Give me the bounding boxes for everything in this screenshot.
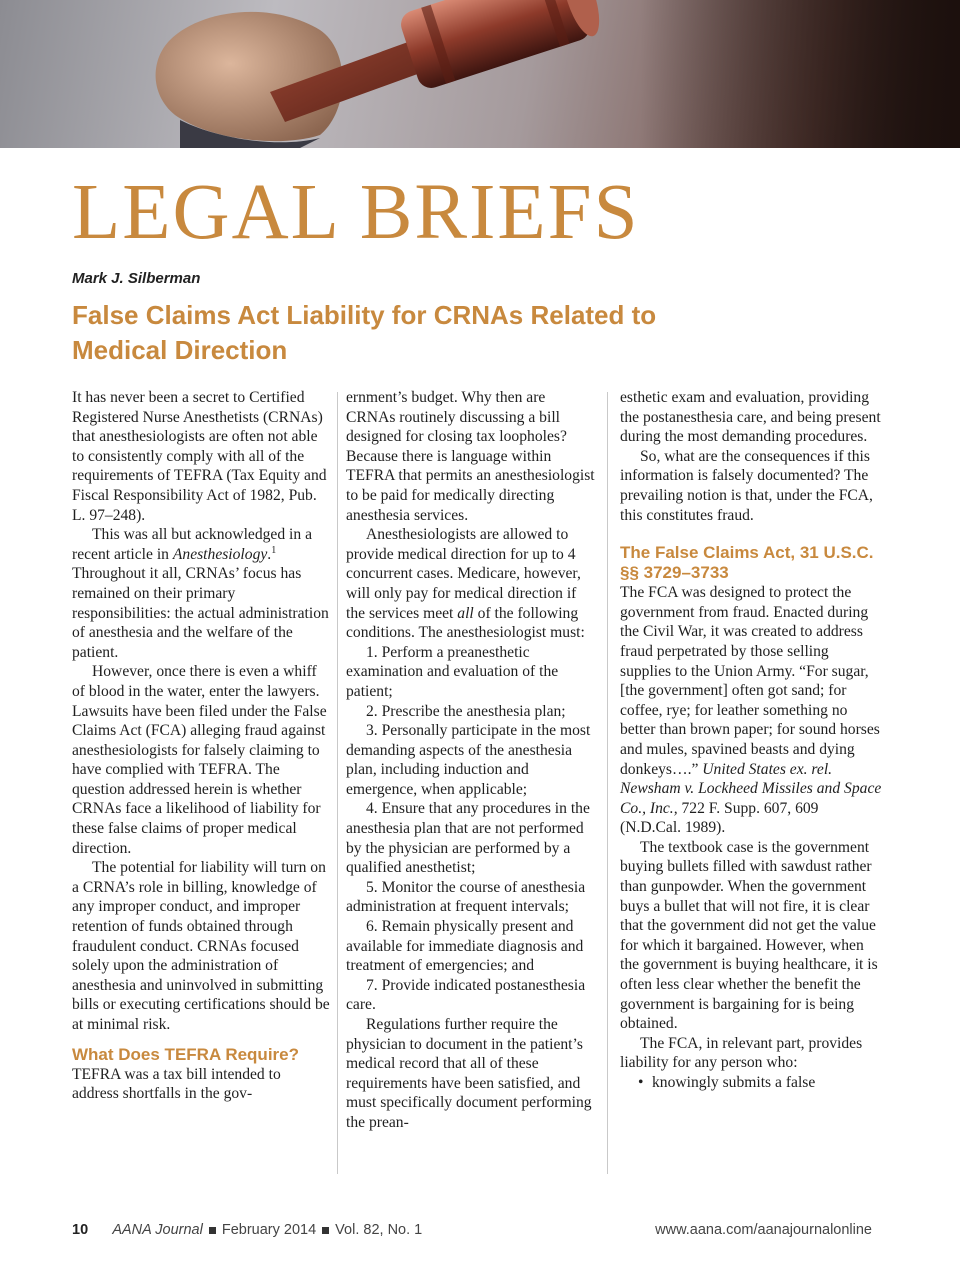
list-item: 7. Provide indicated postanesthesia care. — [346, 976, 586, 1014]
paragraph: This was all but acknowledged in a recent article in Anesthesiology.$^1$ Throughout it all, CRNAs’ focus has remained on their primary responsibilities: the actual administration of anesthesia and the welfare of the patient. — [72, 526, 329, 661]
column-divider — [337, 392, 338, 1174]
page-footer — [72, 1222, 872, 1242]
paragraph-text: of the following conditions. The anesthesiologist must: — [346, 604, 585, 642]
list-item: 5. Monitor the course of anesthesia administration at frequent intervals; — [346, 878, 586, 916]
paragraph-text: The FCA was designed to protect the government from fraud. Enacted during the Civil War, it was created to address fraud perpetrated by those selling supplies to the Union Army. “For sugar, [the government] often got sand; for coffee, rye; for leather something no better than brown paper; for sound horses and mules, spavined beasts and dying donkeys….” — [620, 584, 880, 778]
paragraph-text: Anesthesiologists are allowed to provide medical direction for up to 4 concurrent cases. Medicare, however, will only pay for medical direction if the services meet — [346, 526, 581, 622]
paragraph — [620, 583, 882, 838]
section-title: LEGAL BRIEFS — [72, 169, 640, 256]
column-2 — [346, 388, 598, 1133]
issue-date: February 2014 — [221, 1222, 317, 1238]
footer-left — [72, 1222, 422, 1238]
paragraph-text: 722 F. Supp. 607, 609 (N.D.Cal. 1989). — [620, 799, 819, 837]
list-item: 1. Perform a preanesthetic examination and evaluation of the patient; — [346, 643, 559, 700]
list-item: 2. Prescribe the anesthesia plan; — [366, 702, 566, 720]
journal-name: Anesthesiology — [172, 545, 268, 563]
subheading: What Does TEFRA Require? — [72, 1044, 299, 1064]
paragraph: TEFRA was a tax bill intended to address shortfalls in the gov- — [72, 1065, 281, 1103]
separator-square-icon — [209, 1227, 216, 1234]
article-title: False Claims Act Liability for CRNAs Related to Medical Direction — [72, 300, 657, 365]
author-name: Mark J. Silberman — [72, 270, 201, 287]
subheading: The False Claims Act, 31 U.S.C. §§ 3729–3733 — [620, 543, 874, 583]
column-1 — [72, 388, 330, 1104]
paragraph: So, what are the consequences if this information is falsely documented? The prevailing notion is that, under the FCA, this constitutes fraud. — [620, 447, 873, 524]
volume-number: Vol. 82, No. 1 — [335, 1222, 423, 1238]
bullet-item — [634, 1073, 882, 1093]
footer-url[interactable]: www.aana.com/aanajournalonline — [655, 1222, 872, 1238]
paragraph: The FCA, in relevant part, provides liability for any person who: — [620, 1034, 863, 1072]
column-3 — [620, 388, 882, 1093]
bullet-text: knowingly submits a false — [652, 1074, 816, 1091]
emphasis: all — [457, 604, 474, 622]
list-item: 6. Remain physically present and available for immediate diagnosis and treatment of emergencies; and — [346, 918, 584, 975]
header-photo — [0, 0, 960, 148]
paragraph: The potential for liability will turn on a CRNA’s role in billing, knowledge of any improper conduct, and improper retention of funds obtained through fraudulent conduct. CRNAs focused solely upon the administration of anesthesia and uninvolved in submitting bills or executing certifications should be at minimal risk. — [72, 859, 330, 1033]
paragraph: However, once there is even a whiff of blood in the water, enter the lawyers. Lawsuits have been filed under the False Claims Act (FCA) alleging fraud against anesthesiologists for falsely claiming to have complied with TEFRA. The question addressed herein is whether CRNAs face a likelihood of liability for these false claims of proper medical direction. — [72, 663, 327, 857]
paragraph: Regulations further require the physician to document in the patient’s medical record that all of these requirements have been satisfied, and must specifically document performing the prean- — [346, 1016, 592, 1131]
column-divider — [607, 392, 608, 1174]
paragraph-text: This was all but acknowledged in a recent article in — [72, 526, 312, 563]
paragraph: esthetic exam and evaluation, providing the postanesthesia care, and being present during the most demanding procedures. — [620, 389, 881, 446]
page-number: 10 — [72, 1222, 89, 1238]
paragraph — [346, 525, 598, 643]
journal-title: AANA Journal — [112, 1222, 203, 1238]
paragraph: ernment’s budget. Why then are CRNAs routinely discussing a bill designed for closing tax loopholes? Because there is language within TEFRA that permits an anesthesiologist to be paid for medically directing anesthesia services. — [346, 389, 595, 524]
paragraph: It has never been a secret to Certified Registered Nurse Anesthetists (CRNAs) that anesthesiologists are often not able to consistently comply with all of the requirements of TEFRA (Tax Equity and Fiscal Responsibility Act of 1982, Pub. L. 97–248). — [72, 389, 327, 524]
bullet-icon: • — [638, 1074, 644, 1091]
footnote-reference: 1 — [271, 544, 277, 556]
list-item: 4. Ensure that any procedures in the anesthesia plan that are not performed by the physician are performed by a qualified anesthetist; — [346, 800, 590, 877]
gavel-illustration — [0, 0, 960, 148]
paragraph: The textbook case is the government buying bullets filled with sawdust rather than gunpowder. When the government buys a bullet that will not fire, it is clear that the government did not get the value for which it bargained. However, when the government is buying healthcare, it is often less clear whether the benefit the government is bargaining for is being obtained. — [620, 838, 878, 1033]
list-item: 3. Personally participate in the most demanding aspects of the anesthesia plan, including induction and emergence, when applicable; — [346, 722, 591, 798]
case-citation: United States ex. rel. Newsham v. Lockheed Missiles and Space Co., Inc., — [620, 760, 882, 817]
separator-square-icon — [322, 1227, 329, 1234]
paragraph-text: Throughout it all, CRNAs’ focus has remained on their primary responsibilities: the actual administration of anesthesia and the welfare of the patient. — [72, 565, 329, 661]
